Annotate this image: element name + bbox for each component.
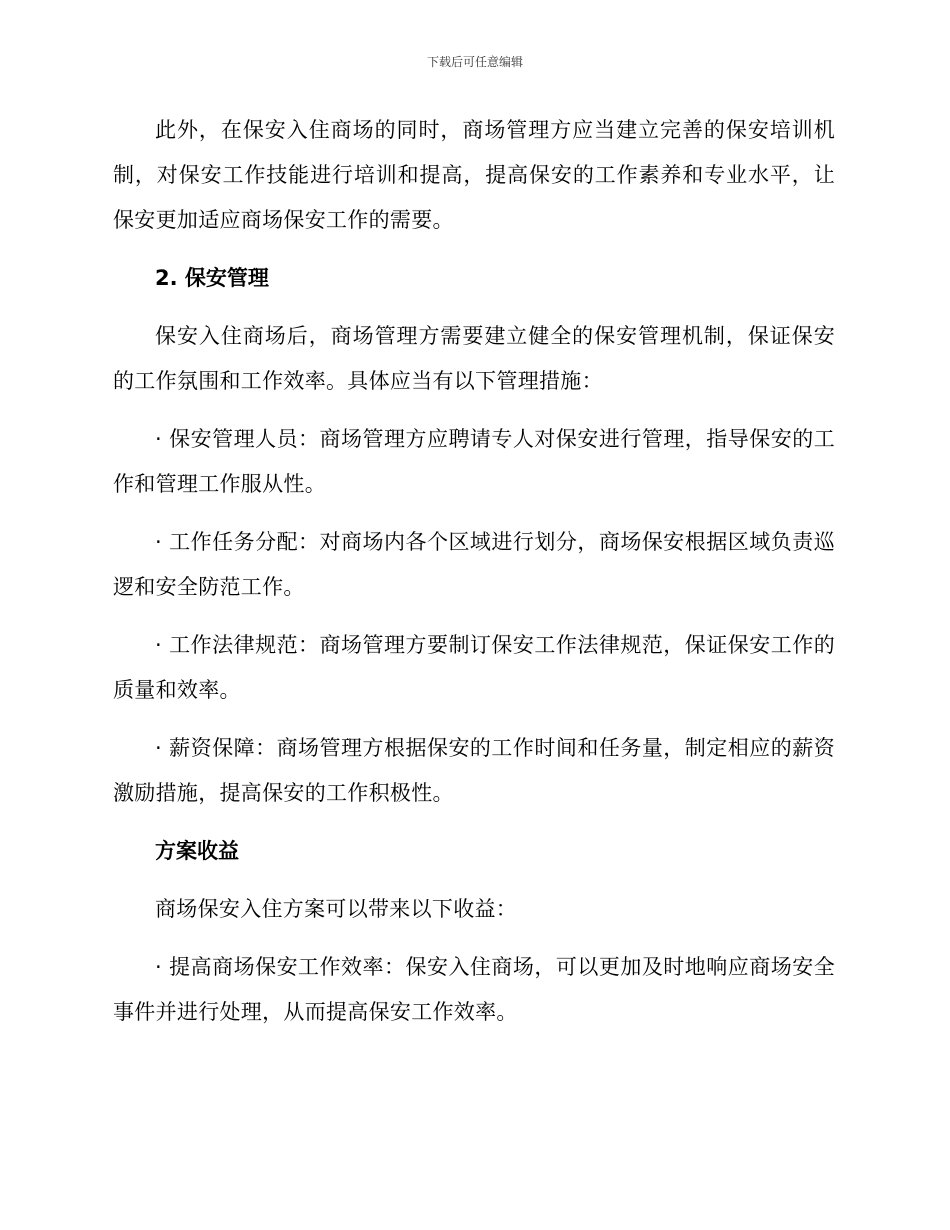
section-heading-security-management: 2. 保安管理	[155, 266, 269, 290]
page-header: 下载后可任意编辑	[426, 55, 523, 69]
list-item-salary: · 薪资保障：商场管理方根据保安的工作时间和任务量，制定相应的薪资激励措施，提高保安的工作积极性。	[113, 736, 835, 805]
list-item-management-staff: · 保安管理人员：商场管理方应聘请专人对保安进行管理，指导保安的工作和管理工作服从性。	[113, 427, 835, 496]
document-body	[113, 108, 835, 1048]
list-item-task-assignment: · 工作任务分配：对商场内各个区域进行划分，商场保安根据区域负责巡逻和安全防范工作。	[113, 530, 835, 599]
paragraph-management-intro: 保安入住商场后，商场管理方需要建立健全的保安管理机制，保证保安的工作氛围和工作效率。具体应当有以下管理措施：	[113, 324, 835, 393]
paragraph-training: 此外，在保安入住商场的同时，商场管理方应当建立完善的保安培训机制，对保安工作技能进行培训和提高，提高保安的工作素养和专业水平，让保安更加适应商场保安工作的需要。	[113, 118, 835, 232]
section-heading-benefits: 方案收益	[155, 839, 239, 863]
paragraph-benefits-intro: 商场保安入住方案可以带来以下收益：	[155, 897, 518, 921]
list-item-legal-norms: · 工作法律规范：商场管理方要制订保安工作法律规范，保证保安工作的质量和效率。	[113, 633, 835, 702]
list-item-efficiency: · 提高商场保安工作效率：保安入住商场，可以更加及时地响应商场安全事件并进行处理，从而提高保安工作效率。	[113, 955, 835, 1024]
